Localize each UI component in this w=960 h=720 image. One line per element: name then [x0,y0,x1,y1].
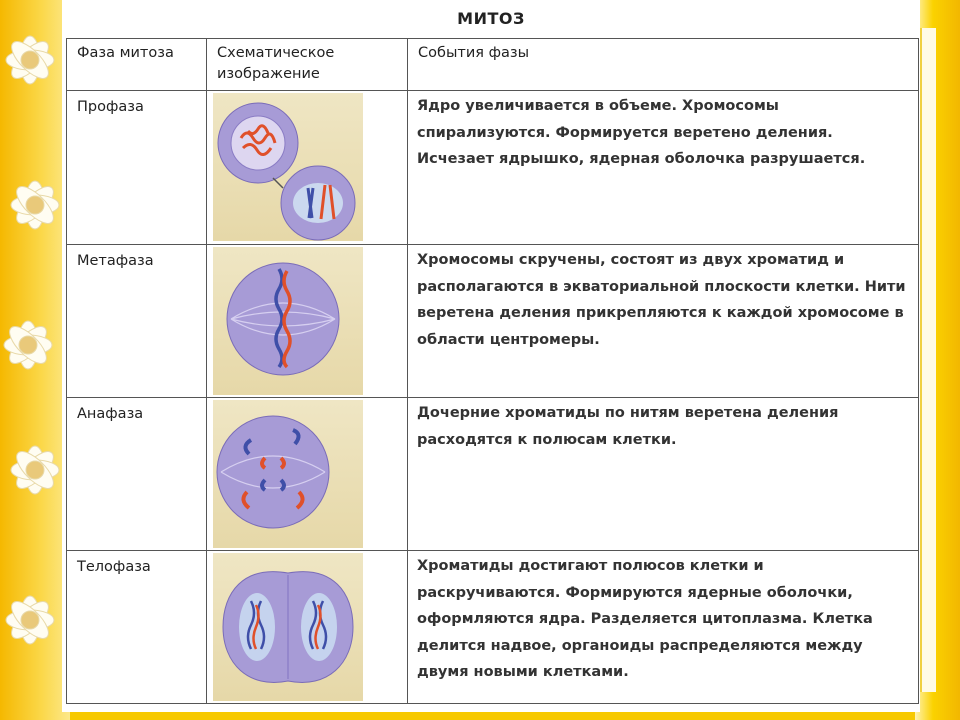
table-row [67,245,919,398]
header-phase: Фаза митоза [67,39,207,91]
events-cell: Хроматиды достигают полюсов клетки и раскручиваются. Формируются ядерные оболочки, оформляются ядра. Разделяется цитоплазма. Клетка делится надвое, органоиды распределяются между двумя новыми клетками. [408,551,919,704]
telophase-cell-illustration-icon [213,553,363,701]
metaphase-cell-illustration-icon [213,247,363,395]
phase-cell: Анафаза [67,398,207,551]
slide-right-edge [920,28,936,692]
table-row [67,91,919,245]
phase-cell: Профаза [67,91,207,245]
image-cell [207,551,408,704]
image-cell [207,245,408,398]
events-cell: Ядро увеличивается в объеме. Хромосомы спирализуются. Формируется веретено деления. Исчезает ядрышко, ядерная оболочка разрушается. [408,91,919,245]
header-image: Схематическое изображение [207,39,408,91]
table-header-row [67,39,919,91]
flower-decoration-icon [0,0,70,720]
table-row [67,398,919,551]
page-title: МИТОЗ [457,9,525,28]
header-events: События фазы [408,39,919,91]
slide [62,0,920,712]
events-cell: Дочерние хроматиды по нитям веретена деления расходятся к полюсам клетки. [408,398,919,551]
phase-cell: Телофаза [67,551,207,704]
image-cell [207,398,408,551]
table-row [67,551,919,704]
mitosis-table [66,38,919,704]
anaphase-cell-illustration-icon [213,400,363,548]
phase-cell: Метафаза [67,245,207,398]
image-cell [207,91,408,245]
events-cell: Хромосомы скручены, состоят из двух хроматид и располагаются в экваториальной плоскости клетки. Нити веретена деления прикрепляются к каждой хромосоме в области центромеры. [408,245,919,398]
prophase-cell-illustration-icon [213,93,363,241]
